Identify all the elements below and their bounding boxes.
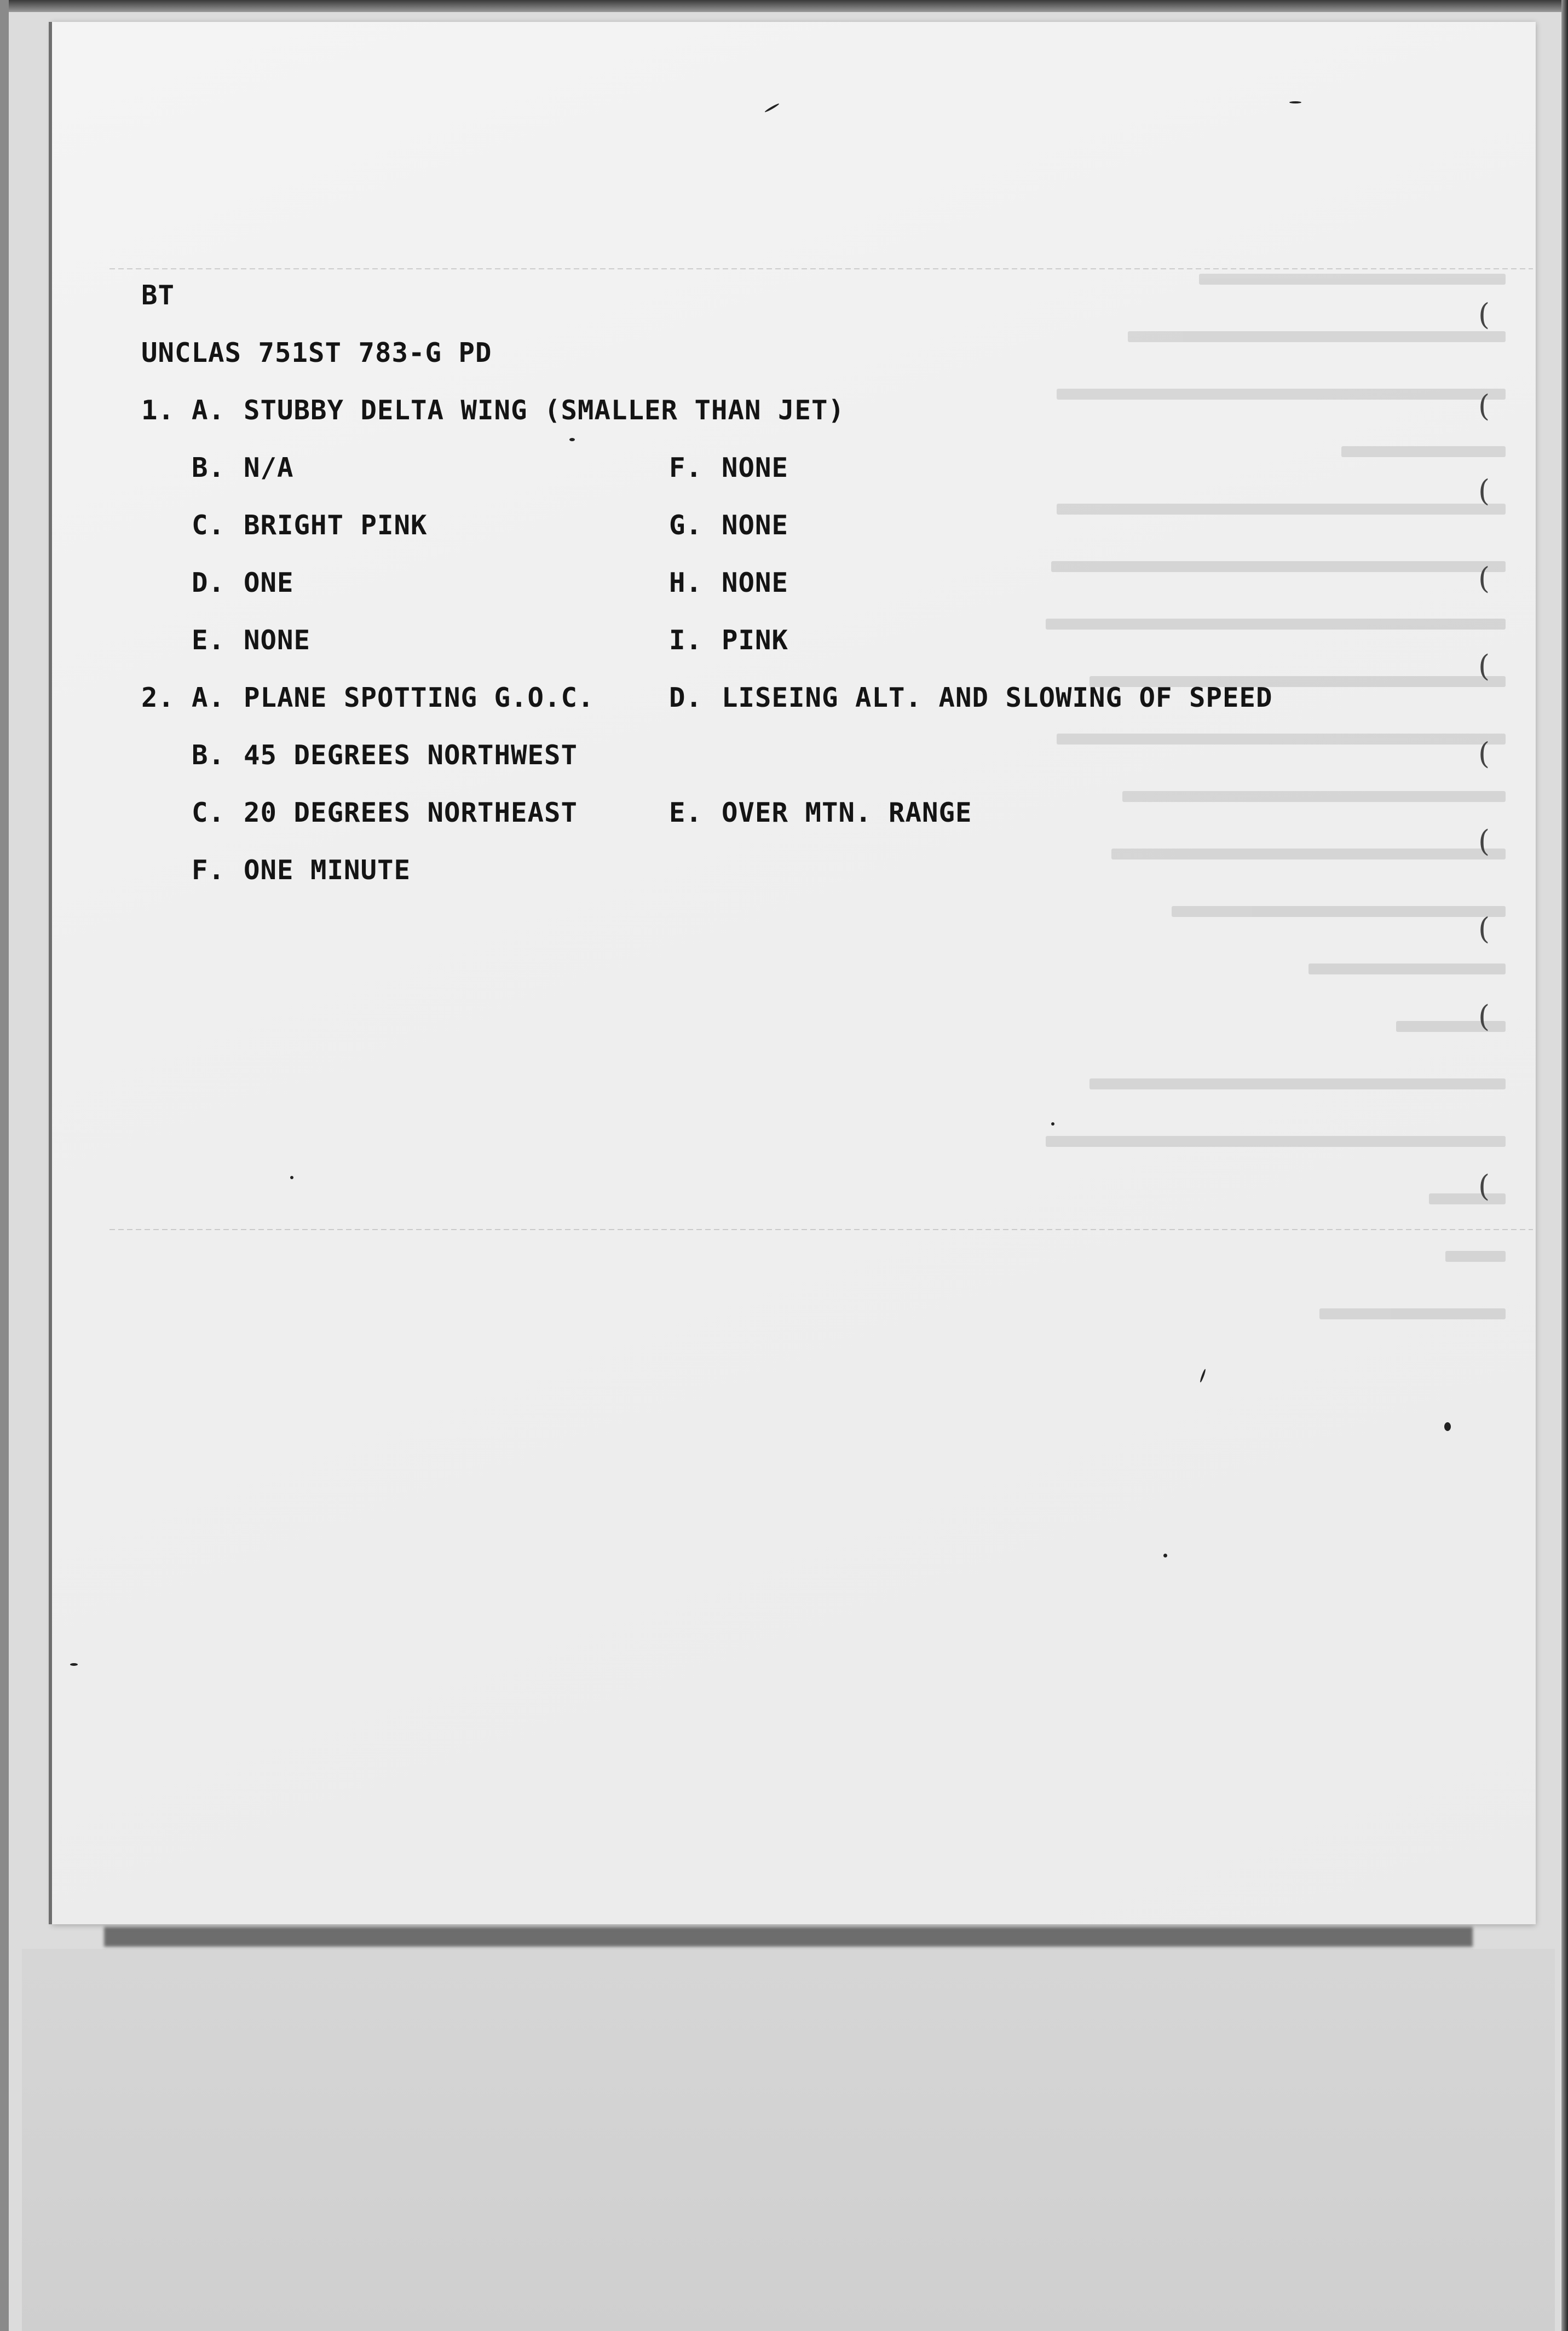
item-2e-text: OVER MTN. RANGE: [722, 797, 972, 828]
header-bt: BT: [141, 280, 175, 311]
item-2a-text: PLANE SPOTTING G.O.C.: [244, 682, 595, 713]
item-2d-text: LISEING ALT. AND SLOWING OF SPEED: [722, 682, 1273, 713]
scan-edge-top: [0, 0, 1568, 12]
margin-mark: (: [1478, 649, 1490, 683]
item-1h-text: NONE: [722, 567, 789, 598]
margin-mark: (: [1478, 911, 1490, 946]
item-1g-letter: G.: [669, 510, 703, 541]
item-2-number: 2.: [141, 682, 175, 713]
sheet-shadow: [104, 1927, 1473, 1947]
item-2b-letter: B.: [192, 740, 226, 771]
item-1e-letter: E.: [192, 625, 226, 656]
margin-mark: (: [1478, 736, 1490, 771]
margin-mark: (: [1478, 824, 1490, 858]
item-1-number: 1.: [141, 395, 175, 426]
dust-speck: [1051, 1122, 1054, 1126]
item-1a-text: STUBBY DELTA WING (SMALLER THAN JET): [244, 395, 845, 426]
item-1g-text: NONE: [722, 510, 789, 541]
margin-mark: (: [1478, 1169, 1490, 1203]
dust-speck: [1444, 1422, 1451, 1431]
item-1d-text: ONE: [244, 567, 294, 598]
item-1d-letter: D.: [192, 567, 226, 598]
item-2c-letter: C.: [192, 797, 226, 828]
item-2e-letter: E.: [669, 797, 703, 828]
margin-mark: (: [1478, 561, 1490, 596]
item-2f-text: ONE MINUTE: [244, 855, 411, 886]
item-1i-letter: I.: [669, 625, 703, 656]
lower-margin: [22, 1949, 1555, 2331]
dust-speck: [1289, 101, 1301, 103]
item-1f-text: NONE: [722, 452, 789, 483]
dust-speck: [569, 438, 575, 441]
bleed-through-text: [1040, 268, 1506, 1336]
item-2d-letter: D.: [669, 682, 703, 713]
scan-edge-right: [1561, 0, 1568, 2331]
dust-speck: [1163, 1554, 1167, 1557]
item-2f-letter: F.: [192, 855, 226, 886]
item-1f-letter: F.: [669, 452, 703, 483]
item-1a-letter: A.: [192, 395, 226, 426]
item-1h-letter: H.: [669, 567, 703, 598]
margin-mark: (: [1478, 389, 1490, 423]
scan-edge-left: [0, 0, 9, 2331]
classification-line: UNCLAS 751ST 783-G PD: [141, 337, 492, 368]
dust-speck: [70, 1663, 78, 1666]
item-2b-text: 45 DEGREES NORTHWEST: [244, 740, 578, 771]
item-1c-text: BRIGHT PINK: [244, 510, 428, 541]
item-1b-letter: B.: [192, 452, 226, 483]
item-1i-text: PINK: [722, 625, 789, 656]
margin-mark: (: [1478, 297, 1490, 332]
margin-mark: (: [1478, 999, 1490, 1034]
item-1c-letter: C.: [192, 510, 226, 541]
item-1b-text: N/A: [244, 452, 294, 483]
margin-mark: (: [1478, 474, 1490, 508]
item-1e-text: NONE: [244, 625, 311, 656]
item-2c-text: 20 DEGREES NORTHEAST: [244, 797, 578, 828]
item-2a-letter: A.: [192, 682, 226, 713]
dust-speck: [290, 1176, 293, 1179]
